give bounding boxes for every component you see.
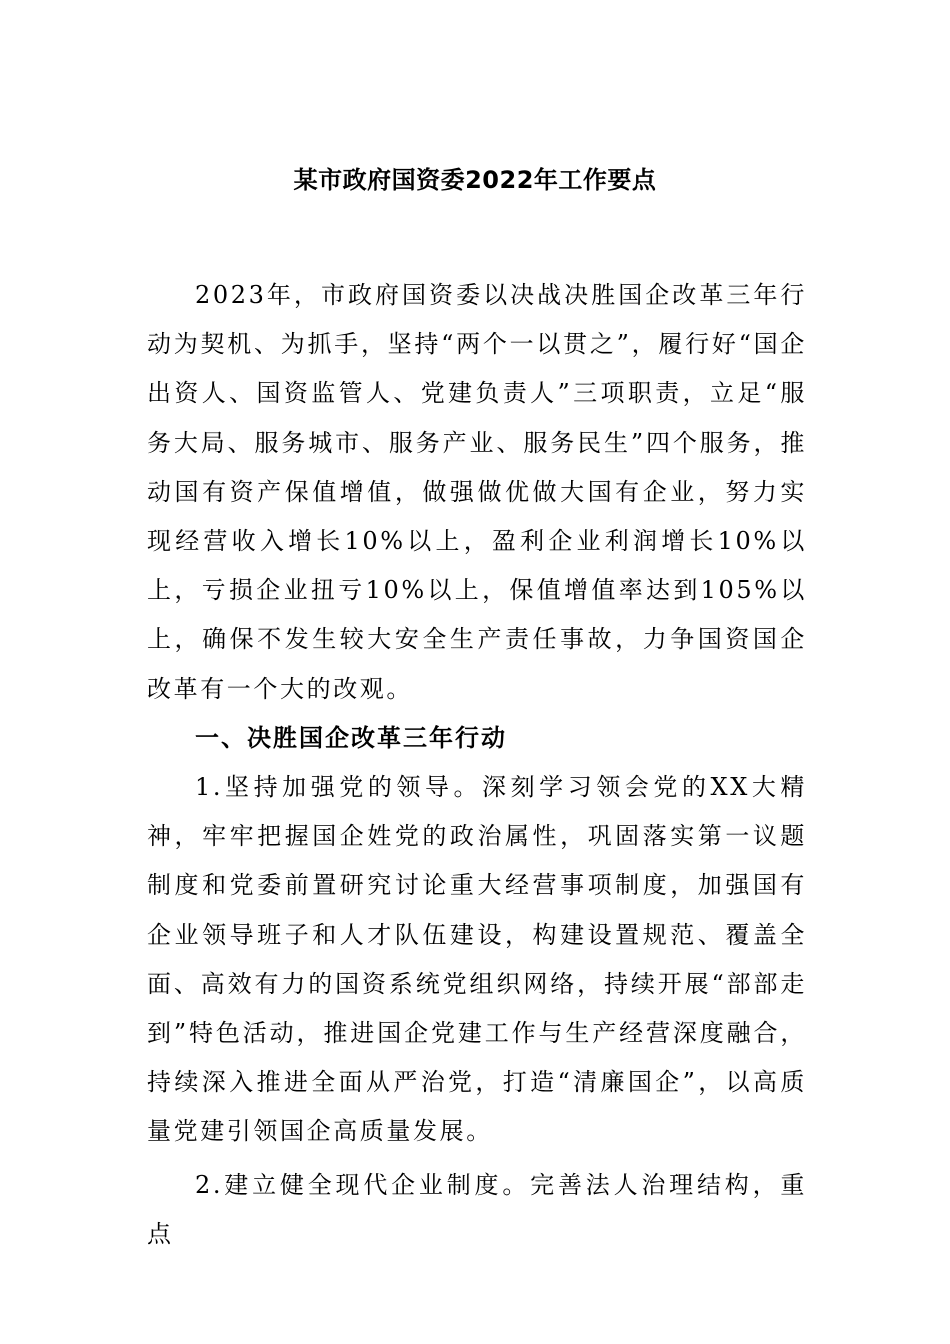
document-title: 某市政府国资委2022年工作要点 <box>293 166 657 194</box>
section-heading: 一、决胜国企改革三年行动 <box>195 723 507 752</box>
item-2-paragraph: 2.建立健全现代企业制度。完善法人治理结构，重点 <box>147 1170 807 1248</box>
item-1-paragraph: 1.坚持加强党的领导。深刻学习领会党的XX大精神，牢牢把握国企姓党的政治属性，巩固落实第一议题制度和党委前置研究讨论重大经营事项制度，加强国有企业领导班子和人才队伍建设，构建设置规范、覆盖全面、高效有力的国资系统党组织网络，持续开展“部部走到”特色活动，推进国企党建工作与生产经营深度融合，持续深入推进全面从严治党，打造“清廉国企”，以高质量党建引领国企高质量发展。 <box>147 773 807 1146</box>
document-body <box>147 271 807 1259</box>
intro-paragraph: 2023年，市政府国资委以决战决胜国企改革三年行动为契机、为抓手，坚持“两个一以贯之”，履行好“国企出资人、国资监管人、党建负责人”三项职责，立足“服务大局、服务城市、服务产业、服务民生”四个服务，推动国有资产保值增值，做强做优做大国有企业，努力实现经营收入增长10%以上，盈利企业利润增长10%以上，亏损企业扭亏10%以上，保值增值率达到105%以上，确保不发生较大安全生产责任事故，力争国资国企改革有一个大的改观。 <box>147 281 807 703</box>
